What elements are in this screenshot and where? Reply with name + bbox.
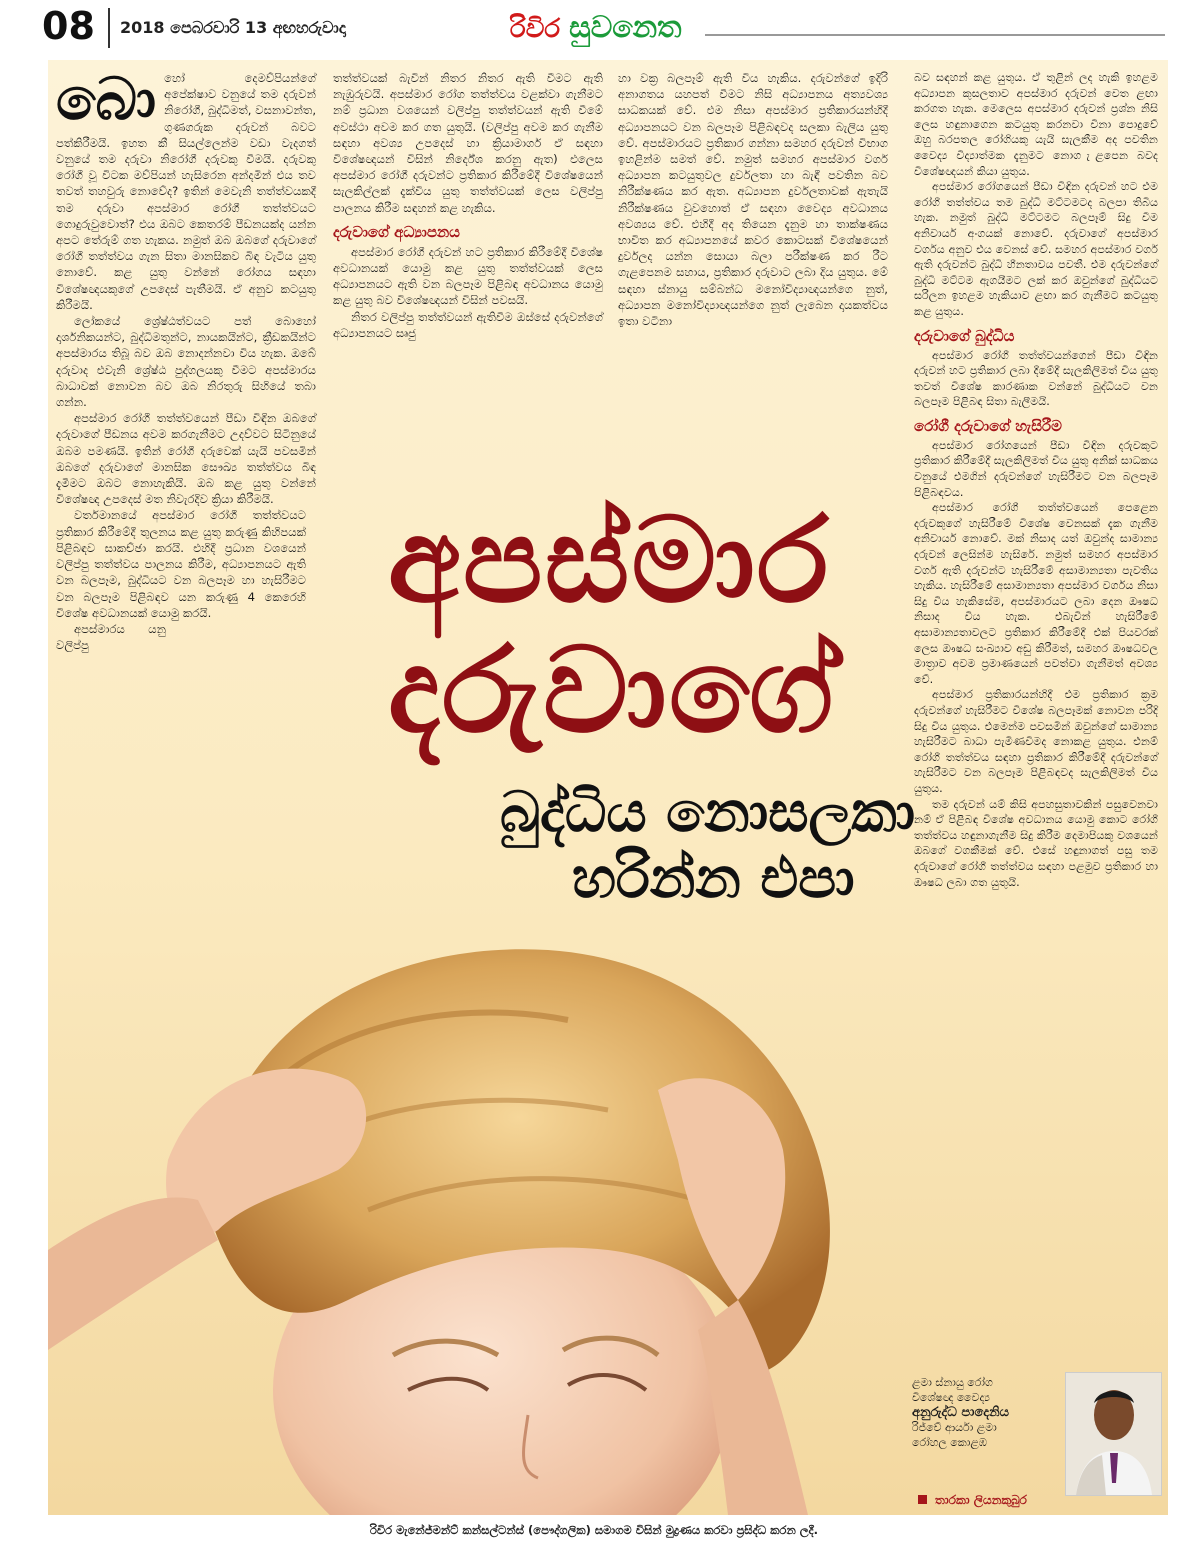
author-byline — [912, 1375, 1009, 1450]
article-paragraph: අපස්මාර රෝගී තත්ත්වයෙන් පෙළෙන දරුවකුගේ හැසිරීමේ විශේෂ වෙනසක් දැක ගැනීම අනිවාර්ය නොවේ. මක් නිසාද යත් ඔවුන්ද සාමාන්‍ය දරුවන් ලෙසින්ම හැසිරේ. නමුත් සමහර අපස්මාර වර්ග ඇති දරුවන්ට හැසිරීමේ අසාමාන්‍යතා පැවතිය හැකිය. හැසිරීමේ අසාමාන්‍යතා අපස්මාර වර්ගය නිසා සිදු විය හැකිසේම, අපස්මාරයට ලබා දෙන ඖෂධ නිසාද විය හැක. එබැවින් හැසිරීමේ අසාමාන්‍යතාවලට ප්‍රතිකාර කිරීමේදී එක් පියවරක් ලෙස ඖෂධ සංඛ්‍යාව අඩු කිරීමත්, සමහර ඖෂධවල මාත්‍රාව අවම ප්‍රමාණයෙන් පවත්වා ගැනීමත් අවශ්‍ය වේ. — [914, 501, 1158, 686]
article-column-2 — [333, 70, 603, 341]
author-role-2: විශේෂඥ වෛද්‍ය — [912, 1391, 990, 1404]
subheading-behavior: රෝගී දරුවාගේ හැසිරීම — [914, 416, 1062, 435]
brand-name-part2: සුවනෙත — [569, 10, 682, 45]
brand-logo — [510, 10, 681, 45]
child-illustration — [48, 830, 908, 1515]
page-number: 08 — [42, 4, 95, 48]
child-photo — [48, 830, 908, 1515]
article-paragraph: අපස්මාරය යනු වලිප්පු — [56, 621, 166, 653]
headline-line-1: අපස්මාර — [388, 491, 831, 629]
article-paragraph: තත්ත්වයක් බැවින් නිතර නිතර ඇති වීමට ඇති නැඹුරුවයි. අපස්මාර රෝග තත්ත්වය වළක්වා ගැනීමට නම් ප්‍රධාන වශයෙන් වලිප්පු තත්ත්වයන් ඇති වීමේ අවස්ථා අවම කර ගත යුතුයි. (වලිප්පු අවම කර ගැනීම සඳහා අවශ්‍ය උපදෙස් හා ක්‍රියාමාර්ග ඒ සඳහා විශේෂඥයන් විසින් නිර්දේශ කරනු ඇත) එලෙස අපස්මාර රෝගී දරුවන්ට ප්‍රතිකාර කිරීමේදී විශේෂයෙන් සැලකිල්ලක් දැක්විය යුතු තත්ත්වයක් ලෙස වලිප්පු පාලනය කිරීම සඳහන් කළ හැකිය. — [333, 71, 603, 215]
page-footer: රිවිර මැනේජ්මන්ට් කන්සල්ටන්ස් (පෞද්ගලික) සමාගම විසින් මුද්‍රණය කරවා ප්‍රසිද්ධ කරන ලදී. — [369, 1523, 819, 1537]
article-paragraph: අපස්මාර රෝගී තත්ත්වයන්ගෙන් පීඩා විඳින දරුවන් හට ප්‍රතිකාර ලබා දීමේදී සැලකිලිමත් විය යුතු තවත් විශේෂ කාරණාක වන්නේ බුද්ධියට වන බලපෑම පිළිබඳ සිතා බැලීමයි. — [914, 348, 1158, 409]
brand-name-part1: රිවිර — [510, 14, 561, 44]
article-paragraph: බව සඳහන් කළ යුතුය. ඒ තුළින් ලද හැකි ඉහළම අධ්‍යාපන කුසලතාව අපස්මාර දරුවන් වෙත ළඟා කරගත හැක. මෙලෙස අපස්මාර දරුවන් ප්‍රශ්න නිසි ලෙස හඳුනාගෙන කටයුතු කරනවා විනා පොදුවේ ඔහු බරපතල රෝගියකු යැයි සැලකීම අද පවතින වෛද්‍ය විද්‍යාත්මක දැනුමට නොග ැළපෙන බවද විශේෂඥයන් කියා යුතුය. — [914, 71, 1158, 178]
article-paragraph: අපස්මාර රෝගී දරුවන් හට ප්‍රතිකාර කිරීමේදී විශේෂ අවධානයක් යොමු කළ යුතු තත්ත්වයක් ලෙස අධ්‍යාපනයට ඇති වන බලපෑම පිළිබඳ අවධානය යොමු කළ යුතු බව විශේෂඥයන් විසින් පවසයි. — [333, 244, 603, 308]
article-paragraph: අපස්මාර ප්‍රතිකාරයන්හිදී එම ප්‍රතිකාර ක්‍රම දරුවන්ගේ හැසිරීමට විශේෂ බලපෑමක් නොවන පරිදි සිදු විය යුතුය. එමෙන්ම පවසමින් ඔවුන්ගේ සාමාන්‍ය හැසිරීමට බාධා පැමිණවීමද නොකළ යුතුය. එනම් රෝගී තත්ත්වය සඳහා ප්‍රතිකාර කිරීමේදී දරුවන්ගේ හැසිරීමට වන බලපෑම පිළිබඳවද සැලකිලිමත් විය යුතුය. — [914, 688, 1158, 795]
header-rule — [705, 34, 1165, 36]
article-paragraph: වර්තමානයේ අපස්මාර රෝගී තත්ත්වයට ප්‍රතිකාර කිරීමේදී තුලනය කළ යුතු කරුණු කිහිපයක් පිළිබඳව සාකච්ඡා කරයි. එහිදී ප්‍රධාන වශයෙන් වලිප්පු තත්ත්වය පාලනය කිරීම, අධ්‍යාපනයට ඇති වන බලපෑම, බුද්ධියට වන බලපෑම හා හැසිරීමට වන බලපෑම පිළිබඳව යන කරුණු 4 කෙරෙහි විශේෂ අවධානයක් යොමු කරයි. — [56, 508, 306, 620]
page-header — [0, 0, 1188, 55]
article-column-1 — [56, 65, 316, 653]
headline-sub-2: හරින්න එපා — [572, 846, 855, 911]
article-paragraph: ලෝකයේ ශ්‍රේෂ්ඨත්වයට පත් බොහෝ දාර්ශනිකයන්ට, බුද්ධිමතුන්ට, නායකයින්ට, ක්‍රීඩකයින්ට අපස්මාරය තිබූ බව ඔබ නොදන්නවා විය හැක. ඔබේ දරුවාද එවැනි ශ්‍රේෂ්ඨ පුද්ගලයකු වීමට අපස්මාරය බාධාවක් නොවන බව ඔබ නිරතුරු සිහියේ තබා ගන්න. — [56, 314, 316, 410]
article-paragraph: තම දරුවන් යම් කිසි අපහසුතාවකින් පසුවෙනවා නම් ඒ පිළිබඳ විශේෂ අවධානය යොමු කොට රෝගී තත්ත්වය හඳුනාගැනීම සිදු කිරීම දෙමාපියකු වශයෙන් ඔබගේ වගකීමක් වේ. එසේ හඳුනාගත් පසු තම දරුවාගේ රෝගී තත්ත්වය සඳහා පළමුව ප්‍රතිකාර හා ඖෂධ ලබා ගත යුතුයි. — [914, 797, 1158, 889]
article-paragraph: අපස්මාර රෝගී තත්ත්වයෙන් පීඩා විඳින ඔබගේ දරුවාගේ පීඩනය අවම කරගැනීමට උදව්වට සිටිනුයේ ඔබම පමණයි. ඉතින් රෝගී දරුවෙක් යැයි පවසමින් ඔබගේ දරුවාගේ මානසික සෞඛ්‍ය තත්ත්වය බිඳ දැමීමට ඔබට නොහැකියි. ඔබ කළ යුතු වන්නේ විශේෂඥ උපදෙස් මත නිවැරදිව ක්‍රියා කිරීමයි. — [56, 411, 316, 507]
author-hospital-1: රිජ්වේ ආර්යා ළමා — [912, 1421, 997, 1434]
author-role-1: ළමා ස්නායු රෝග — [912, 1376, 993, 1389]
article-paragraph: අපස්මාර රෝගයෙන් පීඩා විඳින දරුවකුට ප්‍රතිකාර කිරීමේදී සැලකිලිමත් විය යුතු අනික් සාධකය වනුයේ එමගින් දරුවන්ගේ හැසිරීමට වන බලපෑම පිළිබඳවය. — [914, 438, 1158, 499]
drop-cap: බො — [56, 65, 157, 133]
article-paragraph: හා වක්‍ර බලපෑම් ඇති විය හැකිය. දරුවන්ගේ ඉදිරි අනාගතය යහපත් වීමට නිසි අධ්‍යාපනය අත්‍යවශ්‍ය සාධකයක් වේ. එම නිසා අපස්මාර ප්‍රතිකාරයන්හිදී අධ්‍යාපනයට වන බලපෑම පිළිබඳවද සලකා බැලිය යුතු වේ. අපස්මාරයට ප්‍රතිකාර ගන්නා සමහර දරුවන් විභාග ඉහළින්ම සමත් වේ. නමුත් සමහර අපස්මාර වර්ග අධ්‍යාපන කටයුතුවල දුර්වලතා හා බැඳී පවතින බව නිරීක්ෂණය කර ඇත. අධ්‍යාපන දුර්වලතාවක් ඇතැයි නිරීක්ෂණය වුවහොත් ඒ සඳහා වෛද්‍ය අවධානය අවශ්‍යය වේ. එහිදී අද තියෙන දැනුම හා තාක්ෂණය භාවිත කර අධ්‍යාපනයේ කවර කොටසක් විශේෂයෙන් දුර්වලද යන්න සොයා බලා පරීක්ෂණ කර රීට ගැළපෙනම සහාය, ප්‍රතිකාර දරුවාට ලබා දිය යුතුය. මේ සඳහා ස්නායු සම්බන්ධ මනෝවිද්‍යාඥයන්ගෙ නුත්, අධ්‍යාපන මනෝවිද්‍යාඥයන්ගෙ නුත් ලැබෙන දායකත්වය ඉතා වටිනා — [618, 71, 888, 329]
article-paragraph: නිතර වලිප්පු තත්ත්වයන් ඇතිවීම ඔස්සේ දරුවන්ගේ අධ්‍යාපනයට සෘජු — [333, 309, 603, 340]
header-divider — [108, 8, 110, 48]
author-hospital-2: රෝහල කොළඹ — [912, 1436, 987, 1449]
writer-name: තාරකා ලියනකුබුර — [935, 1493, 1027, 1507]
headline-main — [388, 491, 888, 759]
article-column-4 — [914, 70, 1158, 890]
article-paragraph: හෝ දෙමව්පියන්ගේ අපේක්ෂාව වනුයේ තම දරුවන් නිරෝගී, බුද්ධිමත්, වසනාවන්ත, ගුණගරුක දරුවන් බවට පත්කිරීමයි. ඉහත කී සියල්ලෙන්ම වඩා වැදගත් වනුයේ තම දරුවා නිරෝගී දරුවකු වීමයි. දරුවකු රෝගී වූ විටක මව්පියන් හැසිරෙන අන්දමින් එය තව තවත් තහවුරු නොවේද? ඉතින් මෙවැනි තත්ත්වයකදී තම දරුවා අපස්මාර රෝගී තත්ත්වයට ගොදුරුවුවොත්? එය ඔබට කෙතරම් පීඩනයක්ද යන්න අපට තේරුම් ගත හැකය. නමුත් ඔබ ඔබගේ දරුවාගේ රෝගී තත්ත්වය ගැන සිතා මානසිකව බිඳ වැටිය යුතු නොවේ. කළ යුතු වන්නේ රෝගය සඳහා විශේෂඥයකුගේ උපදෙස් පැතීමයි. ඒ අනුව කටයුතු කිරීමයි. — [56, 71, 316, 312]
headline-sub-1: බුද්ධිය නොසලකා — [500, 780, 916, 845]
author-name: අනුරුද්ධ පාදෙනිය — [912, 1405, 1009, 1420]
article-paragraph: අපස්මාර රෝගයෙන් පීඩා විඳින දරුවන් හට එම රෝගී තත්ත්වය තම බුද්ධි මට්ටමටද බලපා තිබිය හැක. නමුත් බුද්ධි මට්ටමට බලපෑම් සිදු වීම අනිවාර්ය අංගයක් නොවේ. දරුවාගේ අපස්මාර වර්ගය අනුව එය වෙනස් වේ. සමහර අපස්මාර වර්ග ඇති දරුවන්ට බුද්ධි හීනතාවය පවතී. එම දරුවන්ගේ බුද්ධි මට්ටම ඇගයීමට ලක් කර ඔවුන්ගේ බුද්ධියට සරිලන ඉහළම හැකියාව ළඟා කර ගැනීමට කටයුතු කළ යුතුය. — [914, 180, 1158, 318]
writer-marker-icon — [918, 1495, 927, 1504]
subheading-intelligence: දරුවාගේ බුද්ධිය — [914, 326, 1015, 345]
subheading-education: දරුවාගේ අධ්‍යාපනය — [333, 222, 460, 241]
headline-line-2: දරුවාගේ — [388, 621, 836, 759]
article-column-3 — [618, 70, 888, 329]
publication-date: 2018 පෙබරවාරි 13 අඟහරුවාදා — [120, 18, 346, 37]
author-portrait — [1065, 1372, 1162, 1496]
writer-credit — [918, 1493, 1027, 1508]
author-portrait-illustration — [1066, 1373, 1161, 1495]
